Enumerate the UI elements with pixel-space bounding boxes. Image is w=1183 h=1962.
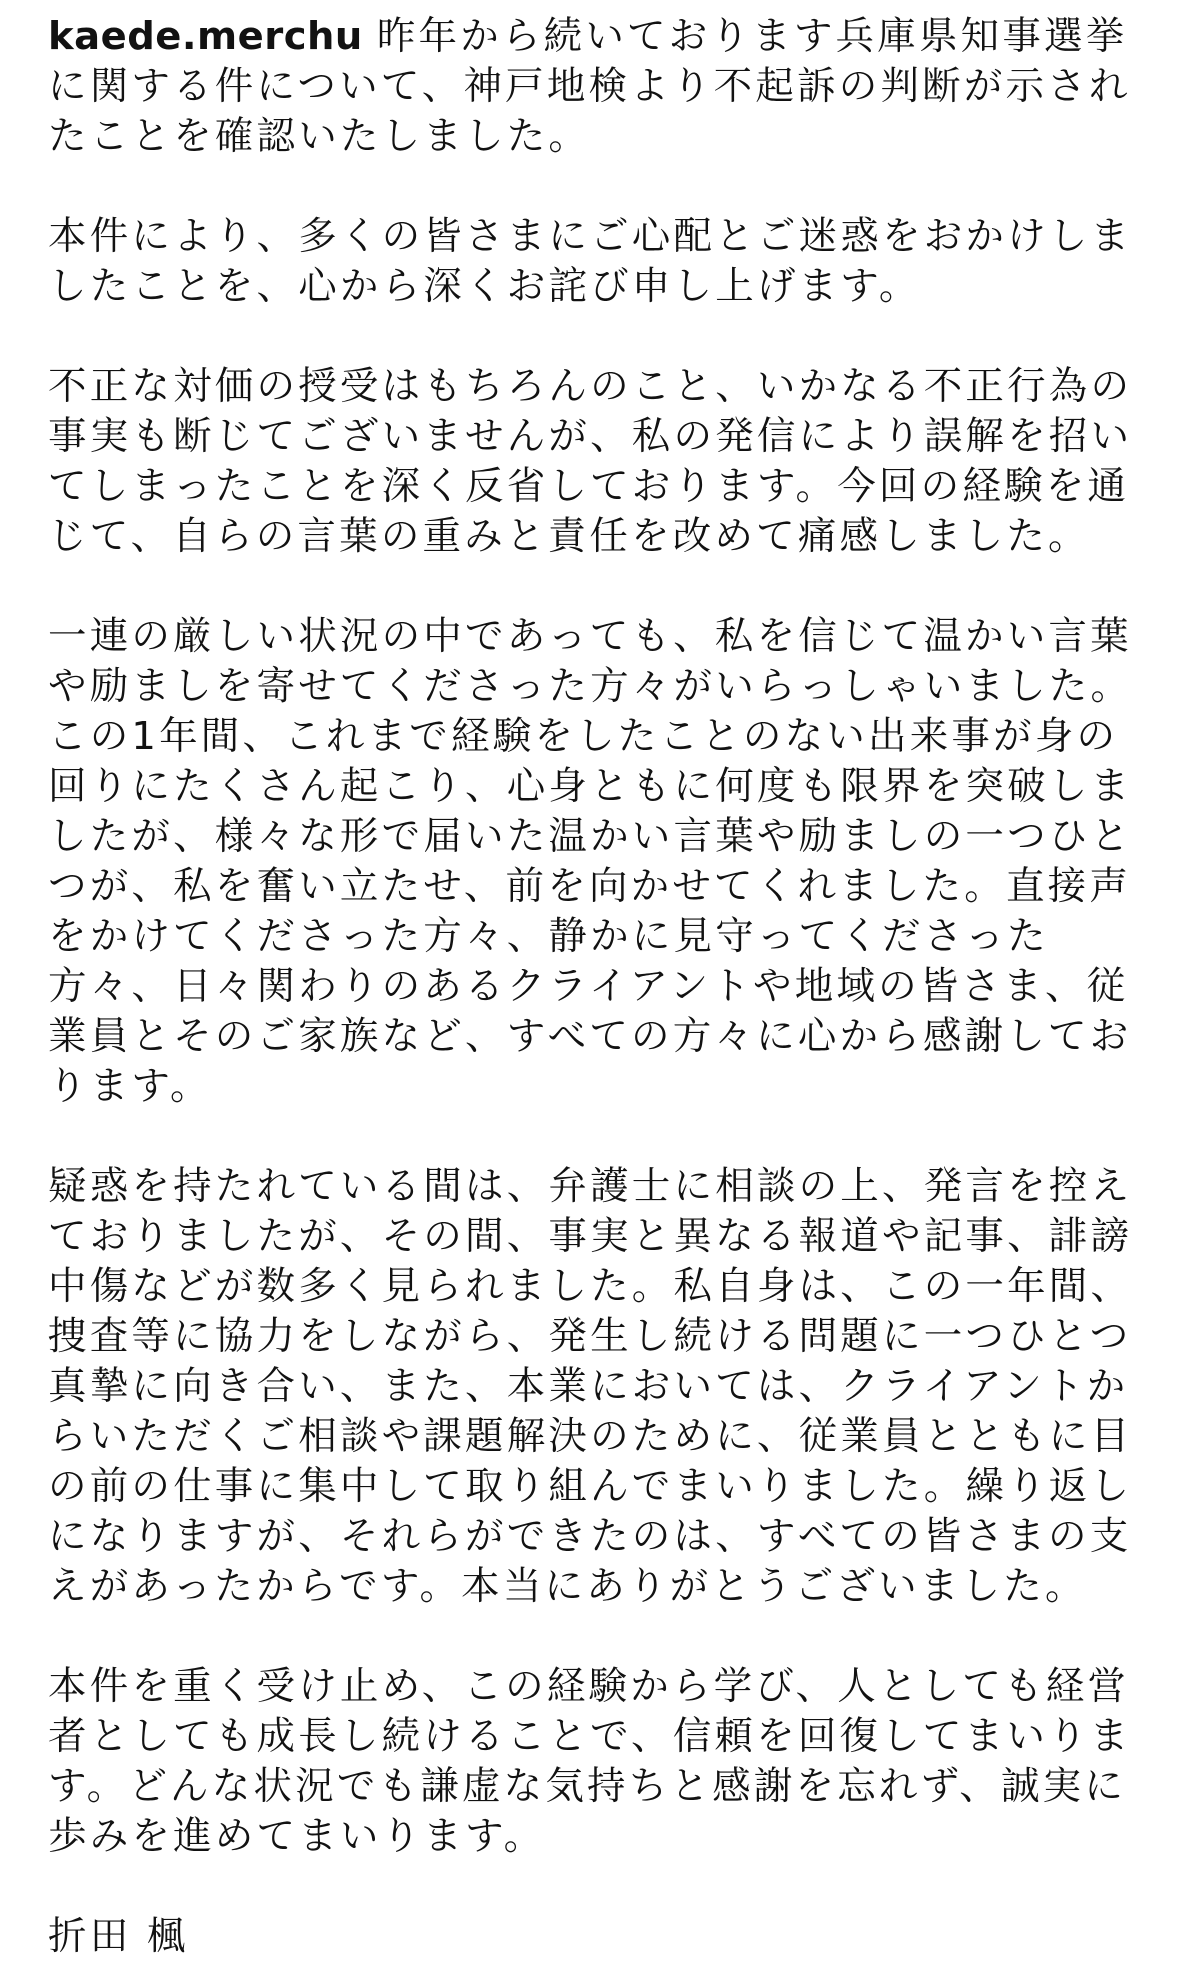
caption-paragraph-5: 疑惑を持たれている間は、弁護士に相談の上、発言を控えておりましたが、その間、事実と異なる報道や記事、誹謗中傷などが数多く見られました。私自身は、この一年間、捜査等に協力をしながら、発生し続ける問題に一つひとつ真摯に向き合い、また、本業においては、クライアントからいただくご相談や課題解決のために、従業員とともに目の前の仕事に集中して取り組んでまいりました。繰り返しになりますが、それらができたのは、すべての皆さまの支えがあったからです。本当にありがとうございました。 [48, 1164, 1133, 1609]
caption-paragraph-4: 一連の厳しい状況の中であっても、私を信じて温かい言葉や励ましを寄せてくださった方々がいらっしゃいました。この1年間、これまで経験をしたことのない出来事が身の回りにたくさん起こり、心身ともに何度も限界を突破しましたが、様々な形で届いた温かい言葉や励ましの一つひとつが、私を奮い立たせ、前を向かせてくれました。直接声をかけてくださった方々、静かに見守ってくださった方々、日々関わりのあるクライアントや地域の皆さま、従業員とそのご家族など、すべての方々に心から感謝しております。 [48, 614, 1133, 1109]
caption-paragraph-2: 本件により、多くの皆さまにご心配とご迷惑をおかけしましたことを、心から深くお詫び申し上げます。 [48, 214, 1133, 309]
caption-paragraph-3: 不正な対価の授受はもちろんのこと、いかなる不正行為の事実も断じてございませんが、私の発信により誤解を招いてしまったことを深く反省しております。今回の経験を通じて、自らの言葉の重みと責任を改めて痛感しました。 [48, 364, 1133, 559]
caption-text-1: 昨年から続いております兵庫県知事選挙に関する件について、神戸地検より不起訴の判断が示されたことを確認いたしました。 [48, 14, 1131, 159]
username-link[interactable]: kaede.merchu [48, 14, 363, 59]
caption-paragraph-6: 本件を重く受け止め、この経験から学び、人としても経営者としても成長し続けることで、信頼を回復してまいります。どんな状況でも謙虚な気持ちと感謝を忘れず、誠実に歩みを進めてまいります。 [48, 1664, 1132, 1859]
signature: 折田 楓 [48, 1914, 189, 1959]
caption-paragraph-1 [48, 12, 1153, 162]
